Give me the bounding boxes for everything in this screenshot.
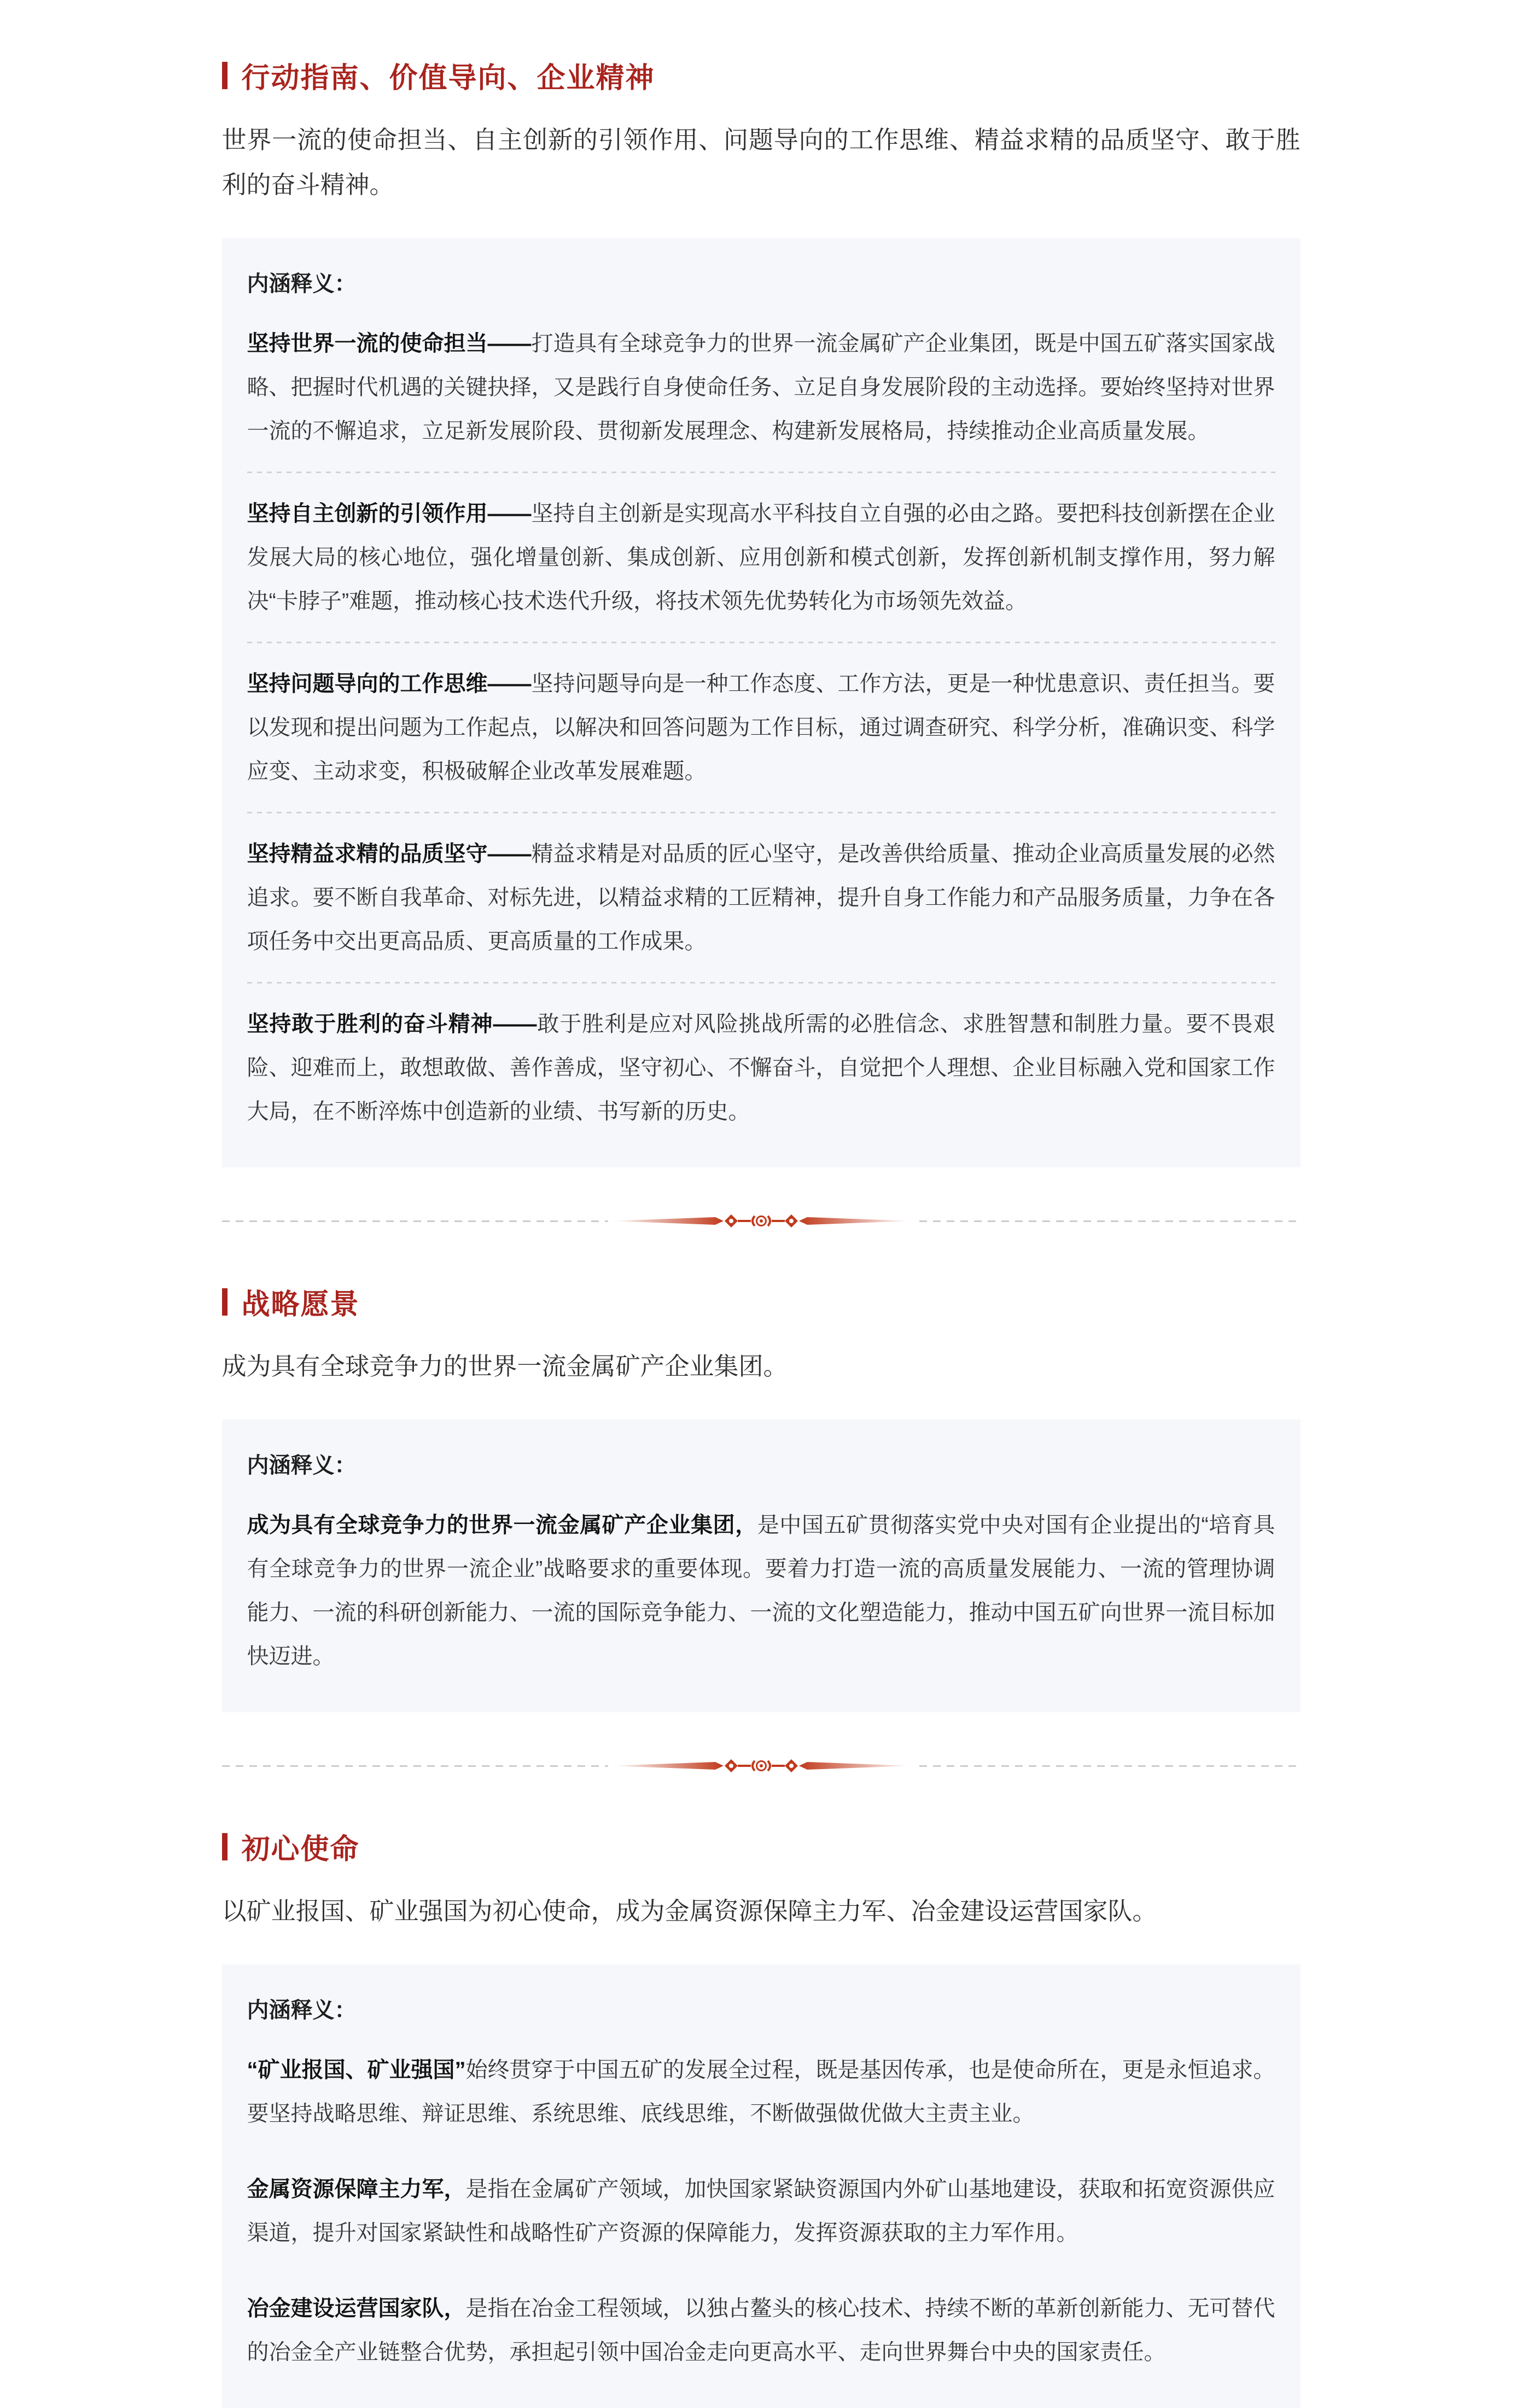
paragraph-separator <box>247 982 1275 984</box>
paragraph-text: 是中国五矿贯彻落实党中央对国有企业提出的“培育具有全球竞争力的世界一流企业”战略要求的重要体现。要着力打造一流的高质量发展能力、一流的管理协调能力、一流的科研创新能力、一流的国际竞争能力、一流的文化塑造能力，推动中国五矿向世界一流目标加快迈进。 <box>247 1513 1275 1668</box>
interpretation-paragraph <box>247 832 1275 963</box>
paragraph-text: 坚持自主创新是实现高水平科技自立自强的必由之路。要把科技创新摆在企业发展大局的核心地位，强化增量创新、集成创新、应用创新和模式创新，发挥创新机制支撑作用，努力解决“卡脖子”难题，推动核心技术迭代升级，将技术领先优势转化为市场领先效益。 <box>247 502 1275 613</box>
paragraph-lead: 金属资源保障主力军， <box>247 2177 466 2201</box>
paragraph-text: 是指在金属矿产领域，加快国家紧缺资源国内外矿山基地建设，获取和拓宽资源供应渠道，提升对国家紧缺性和战略性矿产资源的保障能力，发挥资源获取的主力军作用。 <box>247 2177 1275 2245</box>
paragraph-text: 敢于胜利是应对风险挑战所需的必胜信念、求胜智慧和制胜力量。要不畏艰险、迎难而上，敢想敢做、善作善成，坚守初心、不懈奋斗，自觉把个人理想、企业目标融入党和国家工作大局，在不断淬炼中创造新的业绩、书写新的历史。 <box>247 1012 1275 1124</box>
paragraph-text: 始终贯穿于中国五矿的发展全过程，既是基因传承，也是使命所在，更是永恒追求。要坚持战略思维、辩证思维、系统思维、底线思维，不断做强做优做大主责主业。 <box>247 2058 1275 2126</box>
section-intro: 世界一流的使命担当、自主创新的引领作用、问题导向的工作思维、精益求精的品质坚守、敢于胜利的奋斗精神。 <box>221 126 1301 199</box>
interpretation-paragraph <box>247 2167 1275 2255</box>
section-intro: 以矿业报国、矿业强国为初心使命，成为金属资源保障主力军、冶金建设运营国家队。 <box>221 1897 1157 1925</box>
section-action-guide <box>222 55 1301 1167</box>
section-title-text: 行动指南、价值导向、企业精神 <box>241 62 655 94</box>
paragraph-text: 打造具有全球竞争力的世界一流金属矿产企业集团，既是中国五矿落实国家战略、把握时代机遇的关键抉择，又是践行自身使命任务、立足自身发展阶段的主动选择。要始终坚持对世界一流的不懈追求，立足新发展阶段、贯彻新发展理念、构建新发展格局，持续推动企业高质量发展。 <box>247 331 1275 443</box>
section-divider <box>222 1211 1301 1231</box>
paragraph-text: 精益求精是对品质的匠心坚守，是改善供给质量、推动企业高质量发展的必然追求。要不断自我革命、对标先进，以精益求精的工匠精神，提升自身工作能力和产品服务质量，力争在各项任务中交出更高品质、更高质量的工作成果。 <box>247 842 1275 953</box>
title-accent-bar <box>222 1833 228 1860</box>
interpretation-box <box>222 1420 1301 1712</box>
section-divider <box>222 1756 1301 1776</box>
interpretation-paragraph <box>247 1002 1275 1133</box>
interpretation-paragraph <box>247 492 1275 623</box>
paragraph-separator <box>247 472 1275 473</box>
divider-ornament-icon <box>608 1211 914 1231</box>
title-accent-bar <box>222 1288 228 1316</box>
paragraph-lead: 成为具有全球竞争力的世界一流金属矿产企业集团， <box>247 1513 757 1537</box>
interpretation-box <box>222 1964 1301 2408</box>
section-title <box>222 1826 1301 1867</box>
paragraph-lead: 坚持世界一流的使命担当—— <box>247 331 532 356</box>
paragraph-separator <box>247 812 1275 813</box>
paragraph-text: 是指在冶金工程领域，以独占鳌头的核心技术、持续不断的革新创新能力、无可替代的冶金全产业链整合优势，承担起引领中国冶金走向更高水平、走向世界舞台中央的国家责任。 <box>247 2296 1275 2364</box>
interpretation-label: 内涵释义： <box>247 272 357 296</box>
section-title <box>222 1281 1301 1322</box>
paragraph-lead: 坚持精益求精的品质坚守—— <box>247 842 532 866</box>
paragraph-lead: 冶金建设运营国家队， <box>247 2296 466 2320</box>
section-original-mission <box>222 1826 1301 2408</box>
section-strategic-vision <box>222 1281 1301 1712</box>
page-content <box>222 0 1301 2408</box>
section-intro: 成为具有全球竞争力的世界一流金属矿产企业集团。 <box>221 1352 788 1380</box>
paragraph-lead: 坚持问题导向的工作思维—— <box>247 672 532 696</box>
interpretation-label: 内涵释义： <box>247 1998 357 2022</box>
interpretation-paragraph <box>247 1503 1275 1678</box>
paragraph-lead: “矿业报国、矿业强国” <box>247 2058 466 2082</box>
interpretation-box <box>222 238 1301 1167</box>
section-title-text: 初心使命 <box>241 1834 360 1865</box>
paragraph-lead: 坚持自主创新的引领作用—— <box>247 502 532 526</box>
interpretation-paragraph <box>247 662 1275 793</box>
paragraph-separator <box>247 642 1275 643</box>
divider-ornament-icon <box>608 1756 914 1776</box>
interpretation-paragraph <box>247 2287 1275 2374</box>
section-title <box>222 55 1301 96</box>
interpretation-paragraph <box>247 322 1275 453</box>
section-title-text: 战略愿景 <box>241 1289 360 1321</box>
paragraph-text: 坚持问题导向是一种工作态度、工作方法，更是一种忧患意识、责任担当。要以发现和提出问题为工作起点，以解决和回答问题为工作目标，通过调查研究、科学分析，准确识变、科学应变、主动求变，积极破解企业改革发展难题。 <box>247 672 1275 783</box>
interpretation-paragraph <box>247 2048 1275 2136</box>
title-accent-bar <box>222 62 228 89</box>
paragraph-lead: 坚持敢于胜利的奋斗精神—— <box>247 1012 537 1036</box>
interpretation-label: 内涵释义： <box>247 1453 357 1478</box>
